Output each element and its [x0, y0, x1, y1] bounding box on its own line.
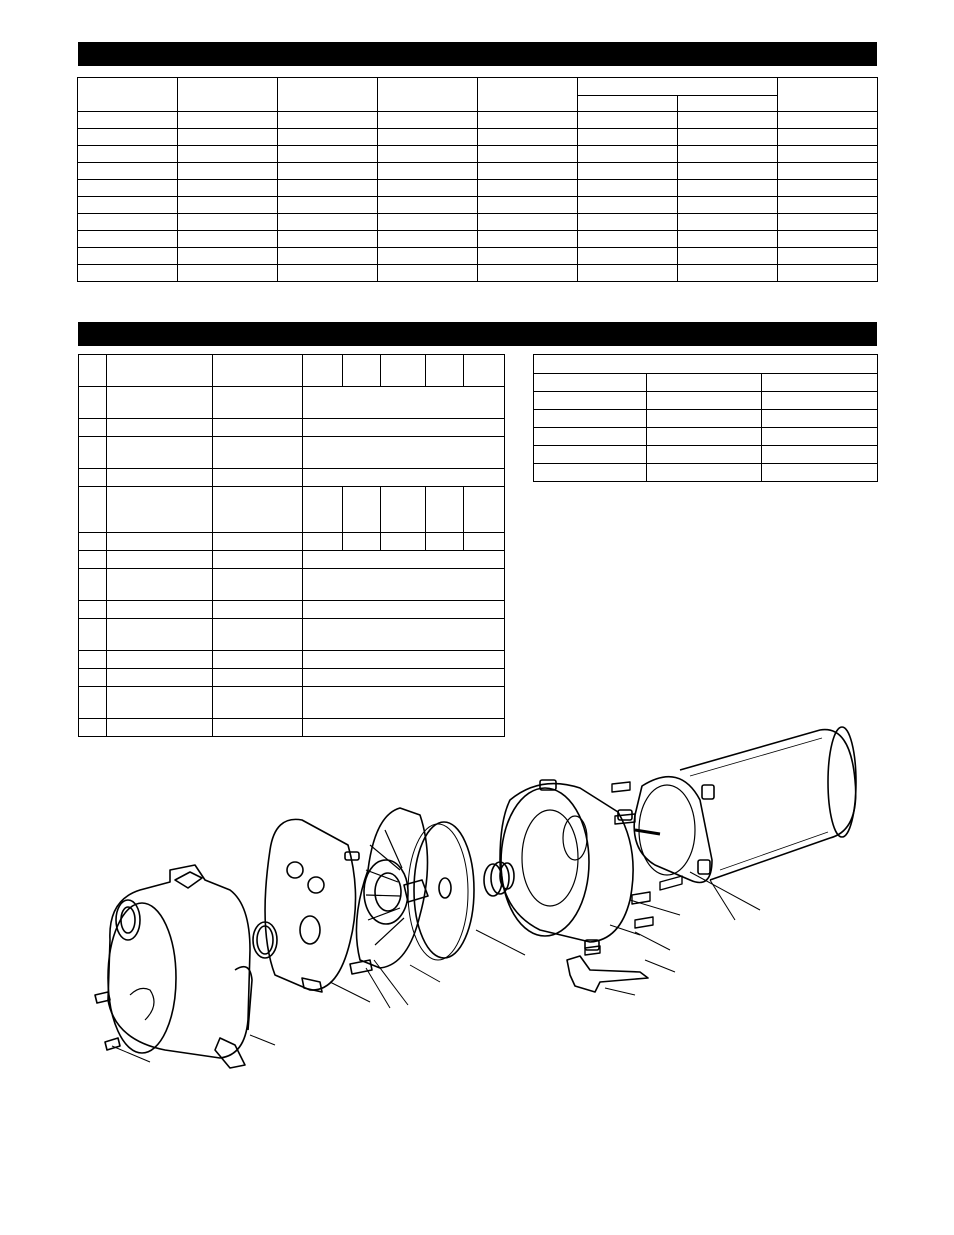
table-cell: [213, 687, 303, 719]
header-cell: [578, 78, 778, 96]
table-cell: [107, 619, 213, 651]
table-row: [78, 146, 878, 163]
shaft-seal-drawing: [484, 862, 514, 896]
table-row: [534, 374, 878, 392]
table-row: [79, 569, 505, 601]
table-cell: [178, 197, 278, 214]
table-cell: [762, 374, 878, 392]
table-cell: [578, 248, 678, 265]
table-cell: [178, 163, 278, 180]
table-cell: [178, 180, 278, 197]
table-cell: [778, 180, 878, 197]
table-cell: [378, 265, 478, 282]
table-row: [79, 619, 505, 651]
pump-exploded-view-diagram: [70, 720, 870, 1100]
table-cell: [381, 355, 426, 387]
table-cell: [678, 129, 778, 146]
table-cell: [213, 533, 303, 551]
table-cell: [534, 446, 647, 464]
table-row: [78, 231, 878, 248]
table-cell: [278, 112, 378, 129]
table-cell: [107, 469, 213, 487]
table-cell: [343, 487, 381, 533]
table-cell: [478, 112, 578, 129]
table-row: [78, 214, 878, 231]
table-cell: [303, 601, 505, 619]
table-cell: [464, 355, 505, 387]
table-row: [79, 687, 505, 719]
table-cell: [778, 231, 878, 248]
table-cell: [378, 163, 478, 180]
table-cell: [778, 248, 878, 265]
table-cell: [278, 129, 378, 146]
seal-plate-drawing: [500, 780, 633, 950]
table-cell: [178, 248, 278, 265]
table-cell: [426, 487, 464, 533]
table-cell: [178, 214, 278, 231]
table-cell: [303, 533, 343, 551]
table-cell: [79, 419, 107, 437]
table-cell: [778, 112, 878, 129]
table-cell: [478, 129, 578, 146]
table-cell: [178, 231, 278, 248]
table-cell: [78, 265, 178, 282]
table-cell: [213, 355, 303, 387]
table-cell: [762, 410, 878, 428]
impeller-drawing: [408, 822, 474, 960]
table-cell: [678, 197, 778, 214]
table-cell: [378, 214, 478, 231]
repair-parts-header-bar: [78, 322, 877, 346]
table-cell: [213, 551, 303, 569]
table-cell: [278, 146, 378, 163]
header-cell: [178, 78, 278, 112]
table-cell: [78, 214, 178, 231]
table-cell: [578, 231, 678, 248]
table-row: [79, 551, 505, 569]
specifications-header-row: [78, 78, 878, 96]
table-cell: [534, 428, 647, 446]
table-cell: [343, 355, 381, 387]
table-cell: [213, 437, 303, 469]
mounting-bracket-drawing: [567, 956, 648, 992]
table-cell: [478, 146, 578, 163]
table-cell: [213, 601, 303, 619]
table-row: [78, 248, 878, 265]
side-table-header-row: [534, 355, 878, 374]
table-cell: [678, 231, 778, 248]
table-cell: [478, 163, 578, 180]
table-cell: [303, 487, 343, 533]
table-row: [534, 392, 878, 410]
table-row: [79, 601, 505, 619]
specifications-header-bar: [78, 42, 877, 66]
table-cell: [178, 146, 278, 163]
table-cell: [647, 446, 762, 464]
table-cell: [78, 248, 178, 265]
header-cell: [478, 78, 578, 112]
header-cell: [578, 96, 678, 112]
table-cell: [478, 265, 578, 282]
table-cell: [79, 551, 107, 569]
table-cell: [79, 569, 107, 601]
table-cell: [464, 487, 505, 533]
table-row: [78, 180, 878, 197]
table-cell: [303, 687, 505, 719]
table-cell: [78, 146, 178, 163]
table-cell: [303, 551, 505, 569]
table-cell: [303, 437, 505, 469]
table-cell: [107, 533, 213, 551]
pump-body-drawing: [95, 865, 252, 1068]
table-cell: [647, 410, 762, 428]
table-cell: [107, 387, 213, 419]
table-row: [79, 469, 505, 487]
table-cell: [79, 487, 107, 533]
table-cell: [762, 446, 878, 464]
table-row: [78, 163, 878, 180]
table-cell: [107, 601, 213, 619]
table-cell: [678, 146, 778, 163]
table-cell: [534, 392, 647, 410]
table-cell: [107, 355, 213, 387]
table-cell: [178, 112, 278, 129]
table-cell: [378, 146, 478, 163]
table-cell: [478, 231, 578, 248]
table-row: [534, 446, 878, 464]
table-cell: [178, 265, 278, 282]
table-cell: [578, 214, 678, 231]
table-cell: [478, 214, 578, 231]
table-cell: [534, 464, 647, 482]
table-cell: [381, 533, 426, 551]
table-cell: [378, 231, 478, 248]
table-cell: [778, 214, 878, 231]
table-cell: [178, 129, 278, 146]
table-cell: [678, 112, 778, 129]
table-cell: [778, 146, 878, 163]
table-cell: [578, 197, 678, 214]
table-cell: [378, 197, 478, 214]
table-cell: [478, 180, 578, 197]
table-cell: [534, 410, 647, 428]
table-cell: [426, 355, 464, 387]
table-cell: [213, 419, 303, 437]
table-cell: [762, 464, 878, 482]
header-cell: [778, 78, 878, 112]
table-cell: [79, 669, 107, 687]
table-cell: [278, 265, 378, 282]
specifications-table: [77, 77, 878, 282]
table-cell: [79, 601, 107, 619]
table-cell: [678, 214, 778, 231]
table-cell: [107, 651, 213, 669]
table-cell: [278, 214, 378, 231]
table-cell: [647, 374, 762, 392]
table-cell: [79, 355, 107, 387]
repair-parts-table: [78, 354, 505, 737]
table-cell: [578, 146, 678, 163]
header-cell: [278, 78, 378, 112]
table-cell: [78, 180, 178, 197]
table-cell: [678, 180, 778, 197]
table-cell: [303, 387, 505, 419]
table-cell: [578, 163, 678, 180]
table-cell: [79, 387, 107, 419]
table-row: [79, 419, 505, 437]
table-cell: [378, 180, 478, 197]
table-cell: [278, 231, 378, 248]
table-cell: [762, 428, 878, 446]
table-row: [79, 651, 505, 669]
table-cell: [478, 197, 578, 214]
table-row: [534, 428, 878, 446]
motor-drawing: [634, 727, 856, 883]
table-cell: [778, 265, 878, 282]
table-cell: [78, 197, 178, 214]
table-cell: [278, 180, 378, 197]
table-cell: [278, 248, 378, 265]
table-row: [79, 669, 505, 687]
table-cell: [107, 437, 213, 469]
table-cell: [647, 464, 762, 482]
table-cell: [78, 112, 178, 129]
table-cell: [213, 569, 303, 601]
table-cell: [213, 651, 303, 669]
table-cell: [647, 428, 762, 446]
table-cell: [303, 569, 505, 601]
header-cell: [78, 78, 178, 112]
table-cell: [79, 651, 107, 669]
table-cell: [464, 533, 505, 551]
table-row: [78, 112, 878, 129]
table-cell: [378, 129, 478, 146]
table-cell: [378, 248, 478, 265]
table-cell: [78, 129, 178, 146]
table-cell: [303, 619, 505, 651]
table-row: [78, 265, 878, 282]
gasket-drawing: [265, 819, 356, 992]
table-cell: [79, 687, 107, 719]
table-cell: [213, 469, 303, 487]
table-row: [78, 197, 878, 214]
table-cell: [778, 163, 878, 180]
table-row: [534, 410, 878, 428]
table-cell: [303, 669, 505, 687]
table-cell: [343, 533, 381, 551]
table-cell: [79, 469, 107, 487]
table-cell: [107, 487, 213, 533]
table-cell: [426, 533, 464, 551]
header-cell: [678, 96, 778, 112]
table-cell: [278, 197, 378, 214]
table-row: [79, 387, 505, 419]
table-cell: [278, 163, 378, 180]
table-row: [534, 464, 878, 482]
leader-lines: [112, 872, 760, 1062]
table-cell: [578, 265, 678, 282]
table-cell: [762, 392, 878, 410]
table-cell: [678, 265, 778, 282]
table-cell: [213, 669, 303, 687]
table-cell: [647, 392, 762, 410]
table-cell: [478, 248, 578, 265]
table-row: [79, 487, 505, 533]
side-table: [533, 354, 878, 482]
header-cell: [378, 78, 478, 112]
table-cell: [778, 197, 878, 214]
table-row: [79, 533, 505, 551]
table-cell: [303, 355, 343, 387]
table-cell: [381, 487, 426, 533]
table-cell: [107, 551, 213, 569]
table-cell: [778, 129, 878, 146]
table-cell: [79, 437, 107, 469]
table-cell: [578, 129, 678, 146]
table-cell: [534, 374, 647, 392]
table-cell: [578, 180, 678, 197]
table-cell: [678, 163, 778, 180]
table-cell: [578, 112, 678, 129]
table-cell: [678, 248, 778, 265]
table-cell: [107, 419, 213, 437]
table-cell: [378, 112, 478, 129]
table-cell: [303, 651, 505, 669]
table-row: [78, 129, 878, 146]
table-cell: [303, 469, 505, 487]
table-row: [79, 437, 505, 469]
table-cell: [303, 419, 505, 437]
diffuser-drawing: [345, 808, 428, 974]
table-row: [79, 355, 505, 387]
table-cell: [78, 231, 178, 248]
header-cell: [534, 355, 878, 374]
table-cell: [213, 387, 303, 419]
table-cell: [107, 669, 213, 687]
table-cell: [213, 487, 303, 533]
table-cell: [107, 569, 213, 601]
table-cell: [213, 619, 303, 651]
table-cell: [79, 533, 107, 551]
table-cell: [79, 619, 107, 651]
table-cell: [78, 163, 178, 180]
table-cell: [107, 687, 213, 719]
